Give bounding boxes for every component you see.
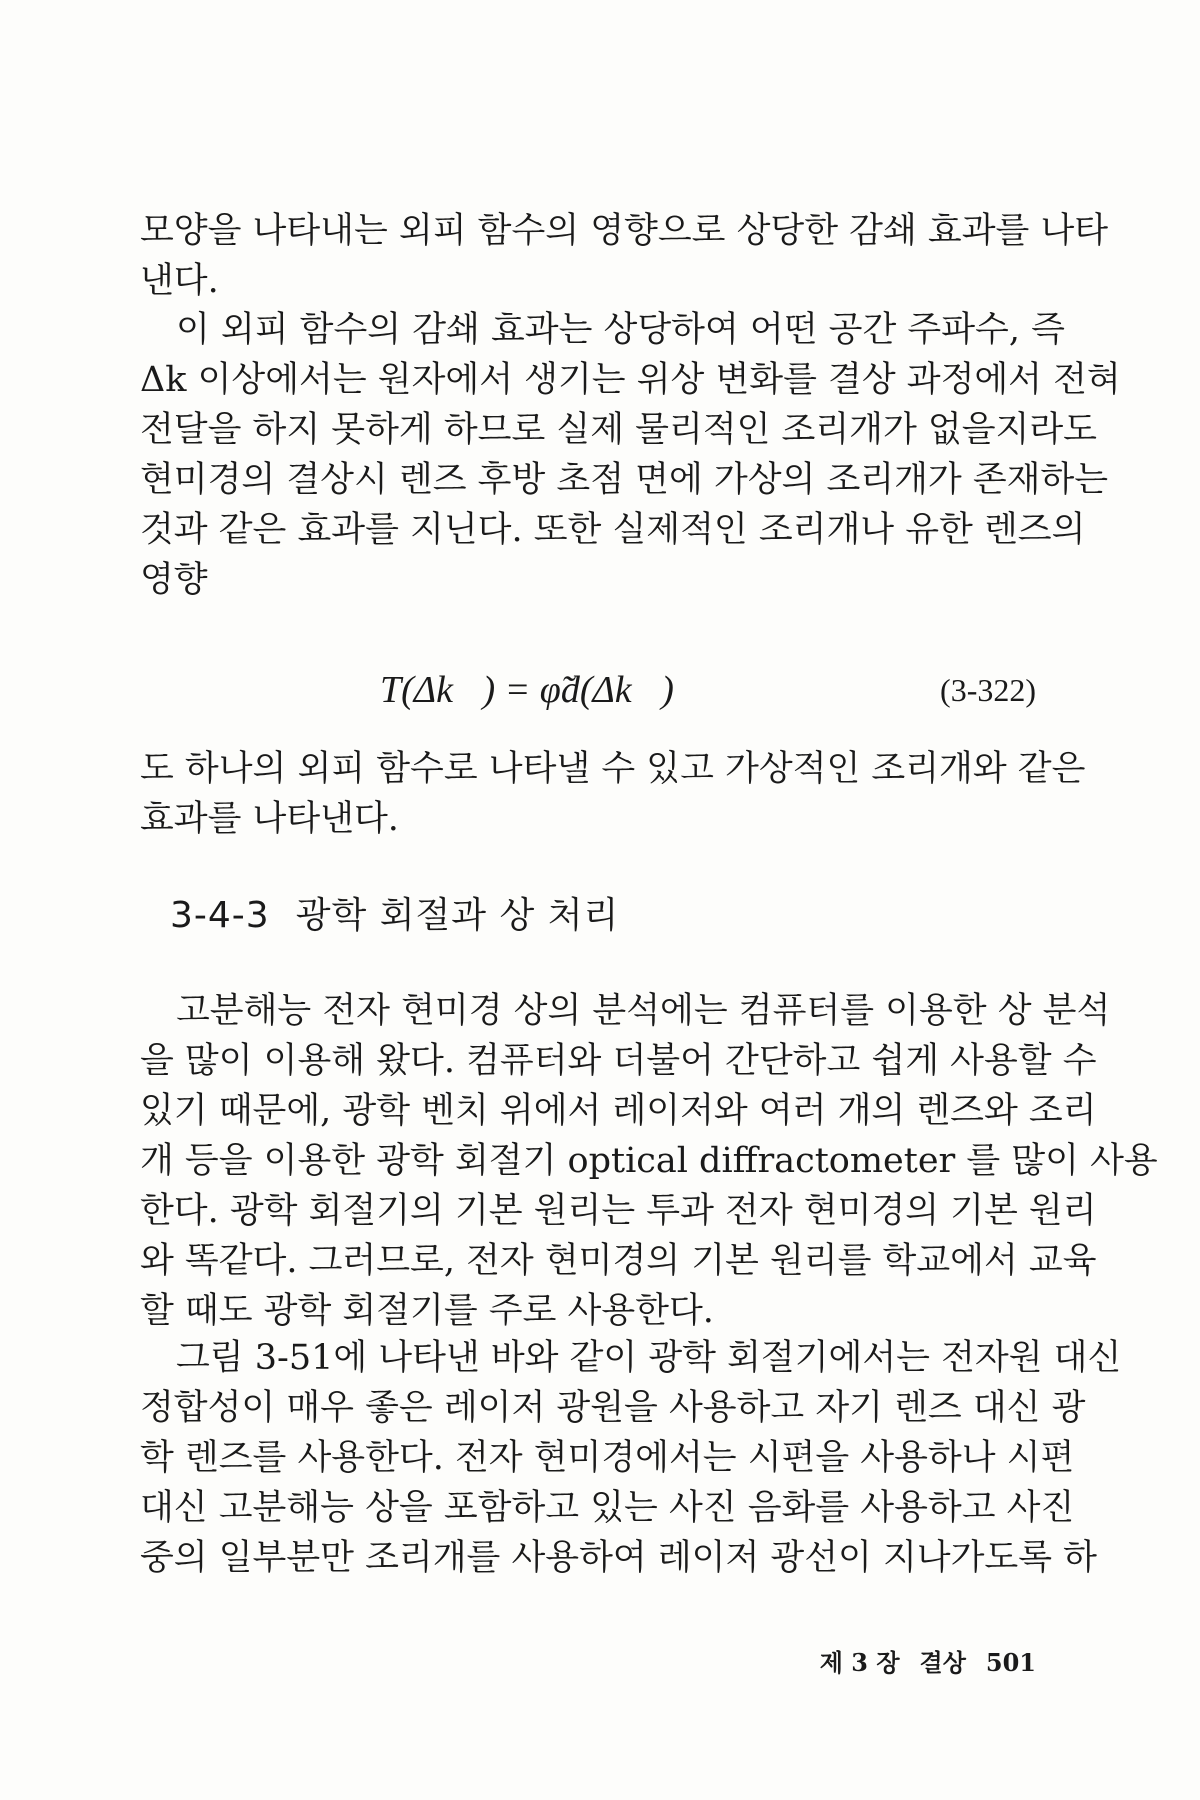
paragraph-5-line-4: 대신 고분해능 상을 포함하고 있는 사진 음화를 사용하고 사진 <box>140 1488 1075 1528</box>
paragraph-5 <box>140 1338 1122 1591</box>
footer-chapter-title: 결상 <box>919 1648 966 1677</box>
paragraph-2-line-3: 전달을 하지 못하게 하므로 실제 물리적인 조리개가 없을지라도 <box>140 410 1097 450</box>
paragraph-2 <box>140 310 1121 613</box>
paragraph-2-line-4: 현미경의 결상시 렌즈 후방 초점 면에 가상의 조리개가 존재하는 <box>140 460 1109 500</box>
paragraph-4-line-1: 고분해능 전자 현미경 상의 분석에는 컴퓨터를 이용한 상 분석 <box>176 991 1111 1031</box>
paragraph-1-line-2: 낸다. <box>140 261 219 301</box>
section-title: 광학 회절과 상 처리 <box>295 895 620 936</box>
paragraph-1-line-1: 모양을 나타내는 외피 함수의 영향으로 상당한 감쇄 효과를 나타 <box>140 211 1109 251</box>
paragraph-5-line-2: 정합성이 매우 좋은 레이저 광원을 사용하고 자기 렌즈 대신 광 <box>140 1388 1086 1428</box>
paragraph-4-line-3: 있기 때문에, 광학 벤치 위에서 레이저와 여러 개의 렌즈와 조리 <box>140 1091 1097 1131</box>
paragraph-3 <box>140 749 1086 852</box>
page-number: 501 <box>985 1648 1036 1677</box>
section-heading <box>170 887 619 938</box>
page-footer <box>820 1643 1036 1678</box>
paragraph-4-line-6: 와 똑같다. 그러므로, 전자 현미경의 기본 원리를 학교에서 교육 <box>140 1241 1097 1281</box>
paragraph-2-line-5: 것과 같은 효과를 지닌다. 또한 실제적인 조리개나 유한 렌즈의 <box>140 510 1086 550</box>
paragraph-4-line-5: 한다. 광학 회절기의 기본 원리는 투과 전자 현미경의 기본 원리 <box>140 1191 1097 1231</box>
paragraph-5-line-1: 그림 3-51에 나타낸 바와 같이 광학 회절기에서는 전자원 대신 <box>176 1338 1122 1378</box>
paragraph-4 <box>140 991 1158 1344</box>
equation-3-322 <box>140 668 1036 718</box>
paragraph-1 <box>140 211 1109 314</box>
equation-formula: T(Δk⃗) = φ̃d(Δk⃗) <box>380 669 674 711</box>
paragraph-2-line-6: 영향 <box>140 560 208 600</box>
paragraph-5-line-3: 학 렌즈를 사용한다. 전자 현미경에서는 시편을 사용하나 시편 <box>140 1438 1075 1478</box>
footer-chapter: 제 3 장 <box>819 1648 900 1677</box>
paragraph-2-line-2: Δk 이상에서는 원자에서 생기는 위상 변화를 결상 과정에서 전혀 <box>140 360 1121 400</box>
paragraph-2-line-1: 이 외피 함수의 감쇄 효과는 상당하여 어떤 공간 주파수, 즉 <box>176 310 1065 350</box>
paragraph-4-line-4: 개 등을 이용한 광학 회절기 optical diffractometer 를 많이 사용 <box>140 1141 1158 1181</box>
paragraph-5-line-5: 중의 일부분만 조리개를 사용하여 레이저 광선이 지나가도록 하 <box>140 1538 1097 1578</box>
equation-number: (3-322) <box>940 672 1036 708</box>
paragraph-4-line-2: 을 많이 이용해 왔다. 컴퓨터와 더불어 간단하고 쉽게 사용할 수 <box>140 1041 1097 1081</box>
section-number: 3-4-3 <box>170 895 270 936</box>
paragraph-4-line-7: 할 때도 광학 회절기를 주로 사용한다. <box>140 1291 714 1331</box>
paragraph-3-line-1: 도 하나의 외피 함수로 나타낼 수 있고 가상적인 조리개와 같은 <box>140 749 1086 789</box>
paragraph-3-line-2: 효과를 나타낸다. <box>140 799 399 839</box>
